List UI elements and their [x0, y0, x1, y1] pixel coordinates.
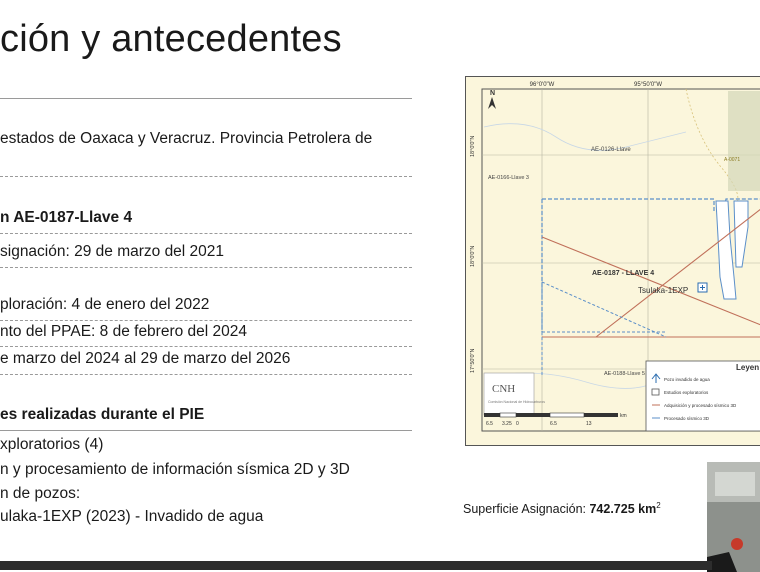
speaker-video-image [707, 462, 760, 572]
scale-label: 6.5 [550, 421, 557, 427]
section-heading: n AE-0187-Llave 4 [0, 209, 133, 226]
divider [0, 320, 412, 321]
microphone-icon [731, 538, 743, 550]
divider [0, 176, 412, 177]
ppae-date: nto del PPAE: 8 de febrero del 2024 [0, 323, 248, 340]
location-text: estados de Oaxaca y Veracruz. Provincia Petrolera de [0, 130, 373, 147]
surface-label: Superficie Asignación: [463, 502, 590, 517]
lat-label: 18°0'0"N [470, 135, 476, 157]
map-canvas [466, 77, 760, 445]
legend-item: Pozo invadido de agua [664, 377, 710, 382]
scale-bar [500, 413, 516, 417]
area-label: AE-0187 - LLAVE 4 [592, 270, 655, 277]
divider [0, 267, 412, 268]
scale-label: 3.25 [502, 421, 512, 427]
activity-item: ulaka-1EXP (2023) - Invadido de agua [0, 508, 264, 525]
lat-label: 18°0'0"N [470, 245, 476, 267]
logo-subtext: Comisión Nacional de Hidrocarburos [488, 400, 545, 404]
surface-unit-sup: 2 [656, 501, 661, 510]
north-label: N [490, 90, 496, 97]
legend-item: Procesado sísmico 3D [664, 416, 710, 421]
assignment-map [465, 76, 760, 446]
speaker-video-inset [707, 462, 760, 572]
lon-label: 96°0'0"W [529, 82, 555, 88]
surface-caption [463, 501, 661, 516]
lon-label: 95°50'0"W [633, 82, 663, 88]
logo-text: CNH [492, 383, 516, 395]
scale-label: 0 [516, 421, 519, 427]
exploration-date: ploración: 4 de enero del 2022 [0, 296, 210, 313]
activity-item: xploratorios (4) [0, 436, 104, 453]
divider [0, 233, 412, 234]
scale-label: 13 [586, 421, 592, 427]
period-text: e marzo del 2024 al 29 de marzo del 2026 [0, 350, 291, 367]
divider [0, 98, 412, 99]
divider [0, 374, 412, 375]
video-panel [715, 472, 755, 496]
area-label: AE-0188-Llave 5 [604, 371, 645, 377]
divider [0, 346, 412, 347]
section-heading: es realizadas durante el PIE [0, 406, 205, 423]
video-progress-bar[interactable] [0, 561, 712, 570]
scale-bar [550, 413, 584, 417]
legend-title: Leyen [736, 363, 760, 372]
legend-item: Adquisición y procesado sísmico 3D [664, 403, 737, 408]
scale-bar [484, 413, 500, 417]
area-label: AE-0126-Llave [591, 147, 631, 153]
activity-item: n y procesamiento de información sísmica 2D y 3D [0, 461, 350, 478]
scale-unit: km [620, 413, 627, 419]
slide-title: ción y antecedentes [0, 18, 342, 60]
area-label: A-0071 [724, 157, 741, 163]
surface-value: 742.725 km [589, 502, 657, 517]
lat-label: 17°50'0"N [470, 348, 476, 373]
divider [0, 430, 412, 431]
scale-bar [516, 413, 550, 417]
well-label: Tsulaka-1EXP [638, 286, 689, 295]
assignment-date: signación: 29 de marzo del 2021 [0, 243, 225, 260]
activity-item: n de pozos: [0, 485, 81, 502]
legend-item: Estudios exploratorios [664, 390, 709, 395]
photo-inset [728, 91, 760, 191]
scale-label: 6.5 [486, 421, 493, 427]
scale-bar [584, 413, 618, 417]
area-label: AE-0166-Llave 3 [488, 175, 529, 181]
